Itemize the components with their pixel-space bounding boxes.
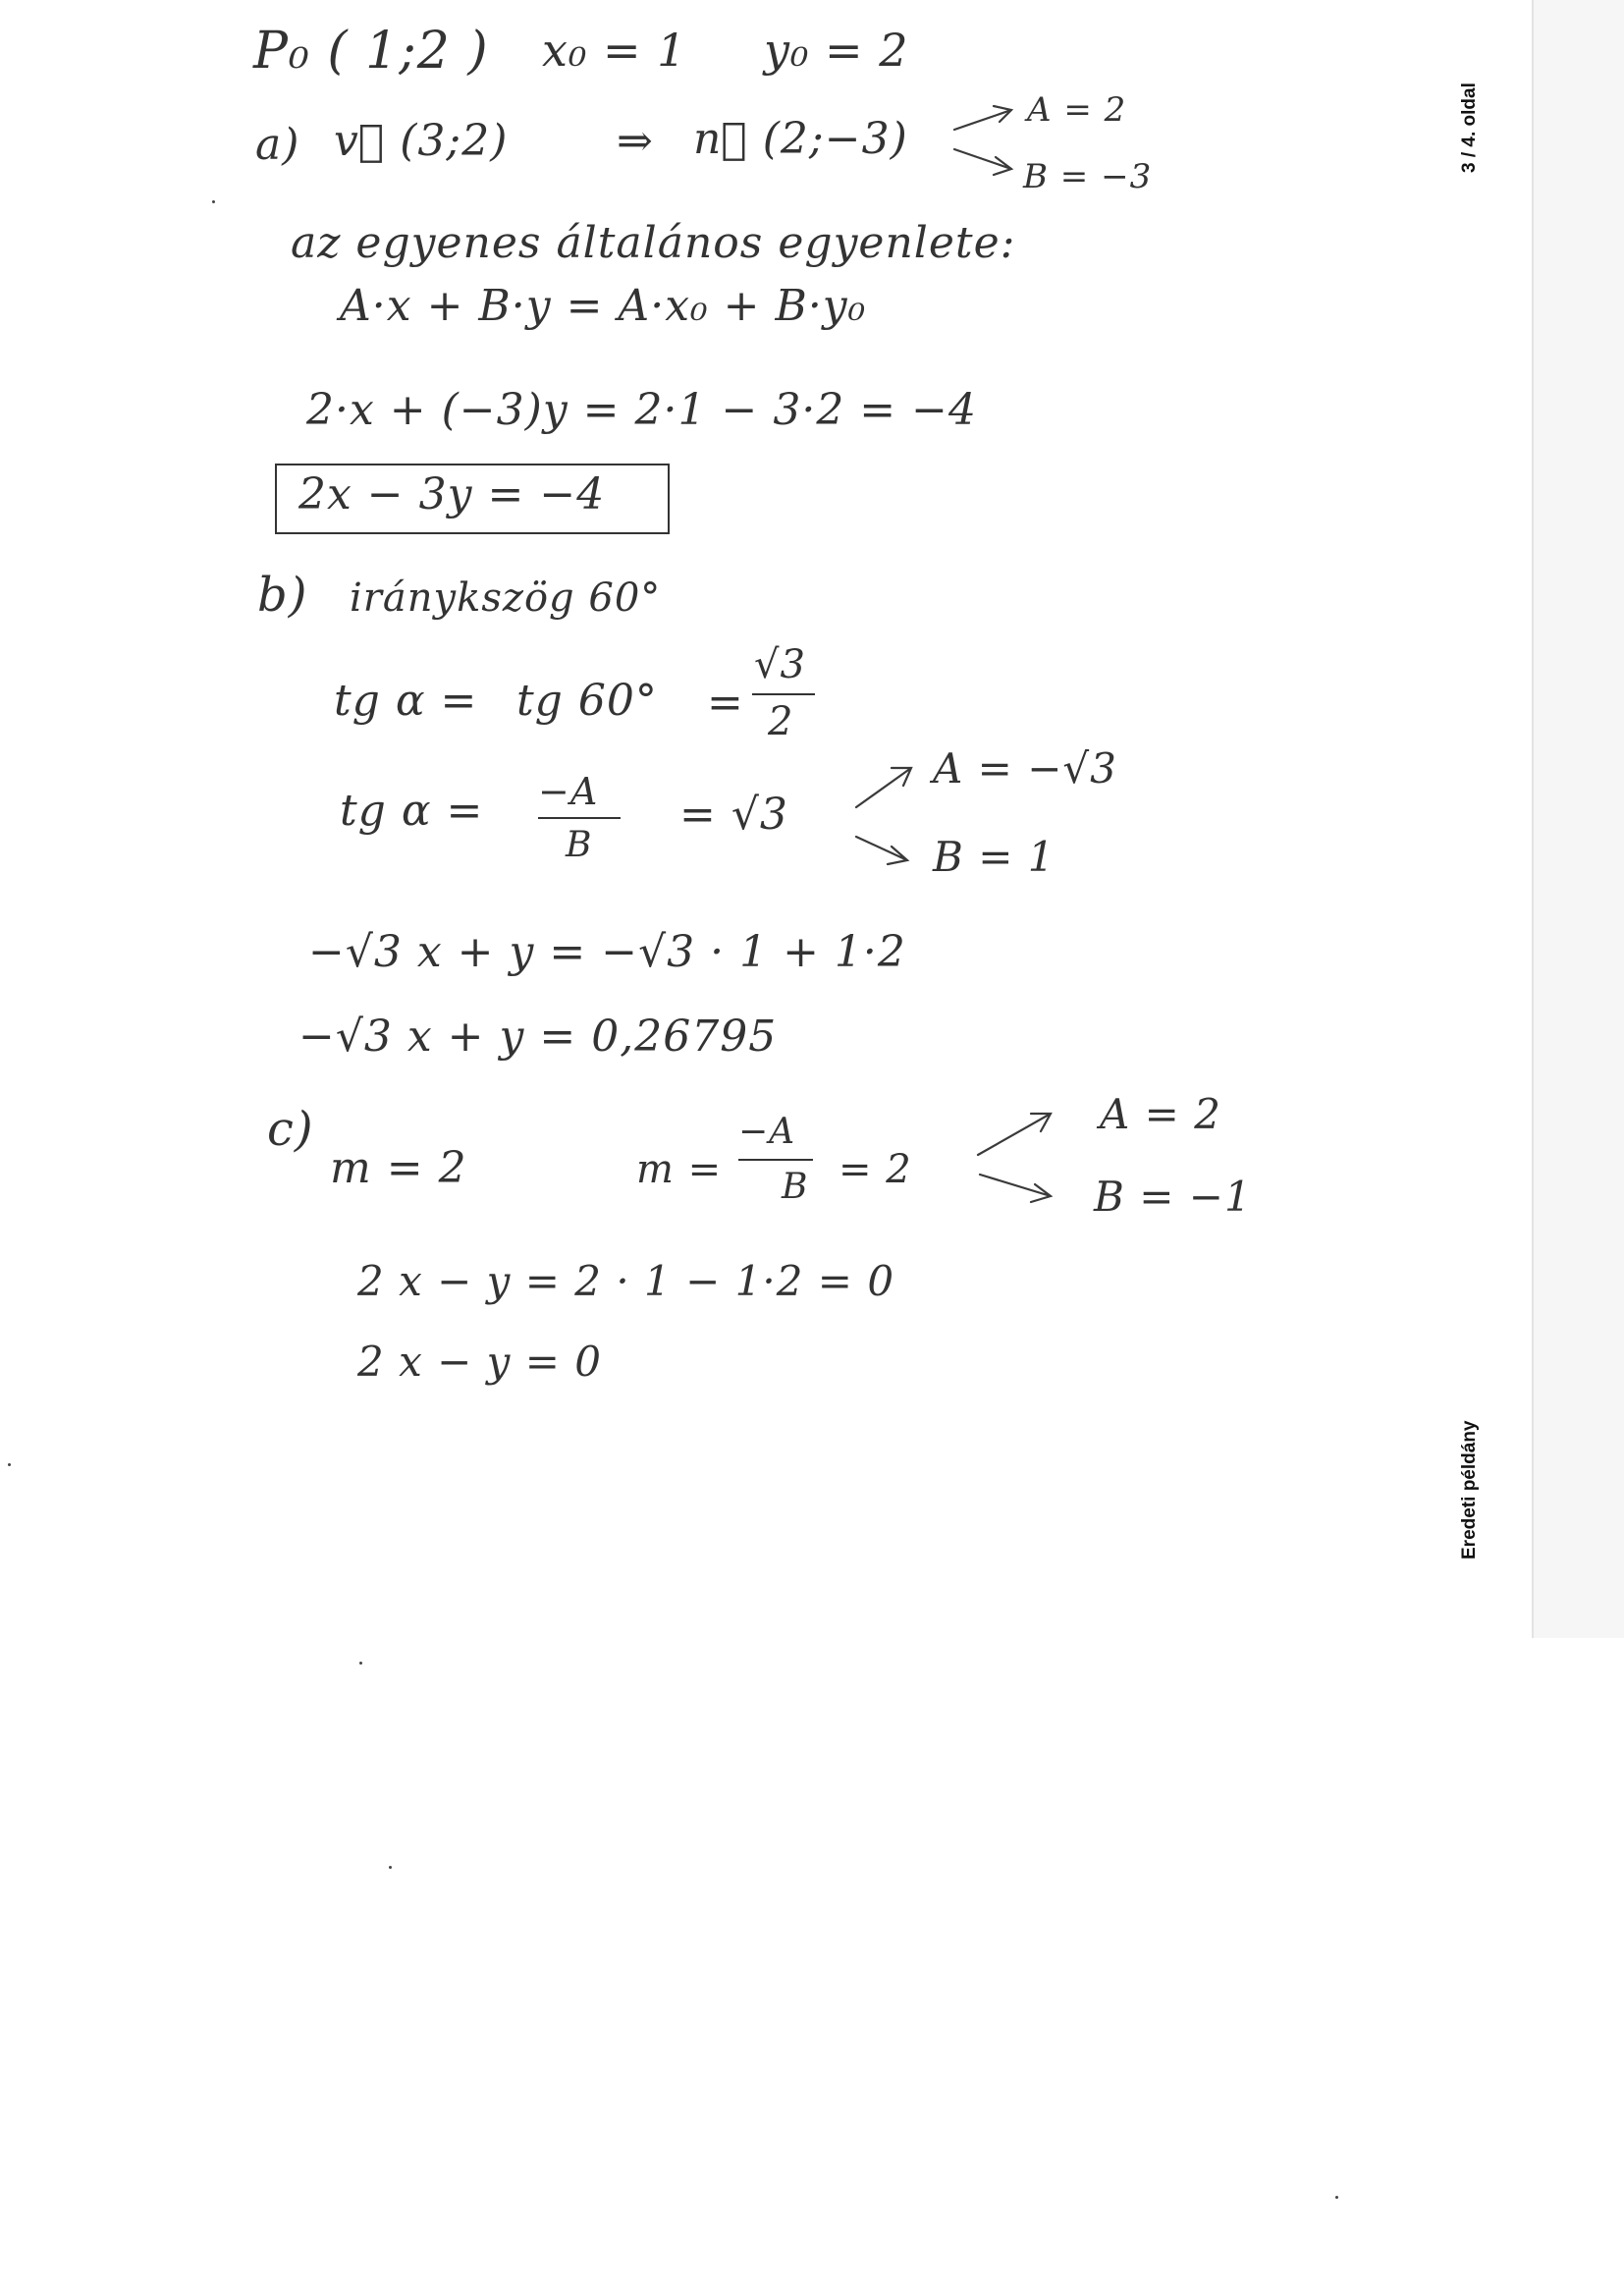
- c-slope-right: = 2: [839, 1147, 912, 1192]
- tg-60: tg 60°: [516, 676, 658, 726]
- c-b: B: [782, 1167, 809, 1207]
- tg-line2-right: = √3: [679, 790, 788, 840]
- y0-value: y₀ = 2: [764, 24, 909, 77]
- direction-vector: v⃗ (3;2): [334, 116, 509, 166]
- arrow-a-up: [954, 106, 1011, 130]
- scan-speck: [389, 1866, 392, 1869]
- c-minus-a: −A: [738, 1112, 796, 1152]
- part-a-label: a): [255, 120, 300, 170]
- original-copy-label: Eredeti példány: [1459, 1420, 1480, 1559]
- tg-line1-equals: =: [707, 678, 744, 728]
- part-c-label: c): [267, 1102, 314, 1157]
- arrow-b-up: [856, 768, 911, 807]
- point-p0: P₀ ( 1;2 ): [253, 22, 489, 81]
- scan-speck: [8, 1463, 11, 1466]
- arrow-a-down: [954, 149, 1011, 175]
- direction-angle: iránykszög 60°: [350, 575, 662, 621]
- b-line1: −√3 x + y = −√3 · 1 + 1·2: [308, 927, 906, 977]
- implies-arrow: ⇒: [617, 116, 654, 166]
- scan-speck: [1335, 2196, 1338, 2199]
- x0-value: x₀ = 1: [542, 24, 687, 77]
- part-b-label: b): [257, 568, 308, 623]
- tg-fraction-numerator: √3: [754, 642, 806, 687]
- c-line2: 2 x − y = 0: [357, 1338, 602, 1386]
- c-line1: 2 x − y = 2 · 1 − 1·2 = 0: [357, 1257, 895, 1305]
- scan-speck: [359, 1662, 362, 1665]
- arrow-c-down: [980, 1175, 1051, 1202]
- a-coef-B: B = −3: [1023, 157, 1153, 196]
- page-indicator: 3 / 4. oldal: [1459, 82, 1480, 173]
- arrow-c-up: [978, 1114, 1051, 1155]
- b-coef-B: B = 1: [933, 833, 1056, 881]
- arrow-b-down: [856, 837, 907, 864]
- a-substituted: 2·x + (−3)y = 2·1 − 3·2 = −4: [306, 385, 978, 435]
- b-line2: −√3 x + y = 0,26795: [298, 1011, 778, 1062]
- c-coef-A: A = 2: [1100, 1090, 1221, 1138]
- a-coef-A: A = 2: [1027, 90, 1127, 130]
- tg-line1-left: tg α =: [334, 676, 478, 726]
- tg-b: B: [566, 825, 593, 865]
- general-equation: A·x + B·y = A·x₀ + B·y₀: [340, 281, 867, 331]
- tg-minus-a: −A: [538, 770, 599, 813]
- a-result: 2x − 3y = −4: [298, 469, 606, 519]
- normal-vector: n⃗ (2;−3): [693, 114, 908, 164]
- general-equation-heading: az egyenes általános egyenlete:: [291, 218, 1016, 268]
- b-coef-A: A = −√3: [933, 744, 1117, 793]
- tg-fraction-denominator: 2: [768, 699, 794, 744]
- c-slope: m = 2: [330, 1143, 467, 1193]
- c-coef-B: B = −1: [1094, 1173, 1252, 1221]
- scan-speck: [212, 200, 215, 203]
- tg-line2-left: tg α =: [340, 786, 484, 836]
- c-slope-left: m =: [636, 1147, 723, 1192]
